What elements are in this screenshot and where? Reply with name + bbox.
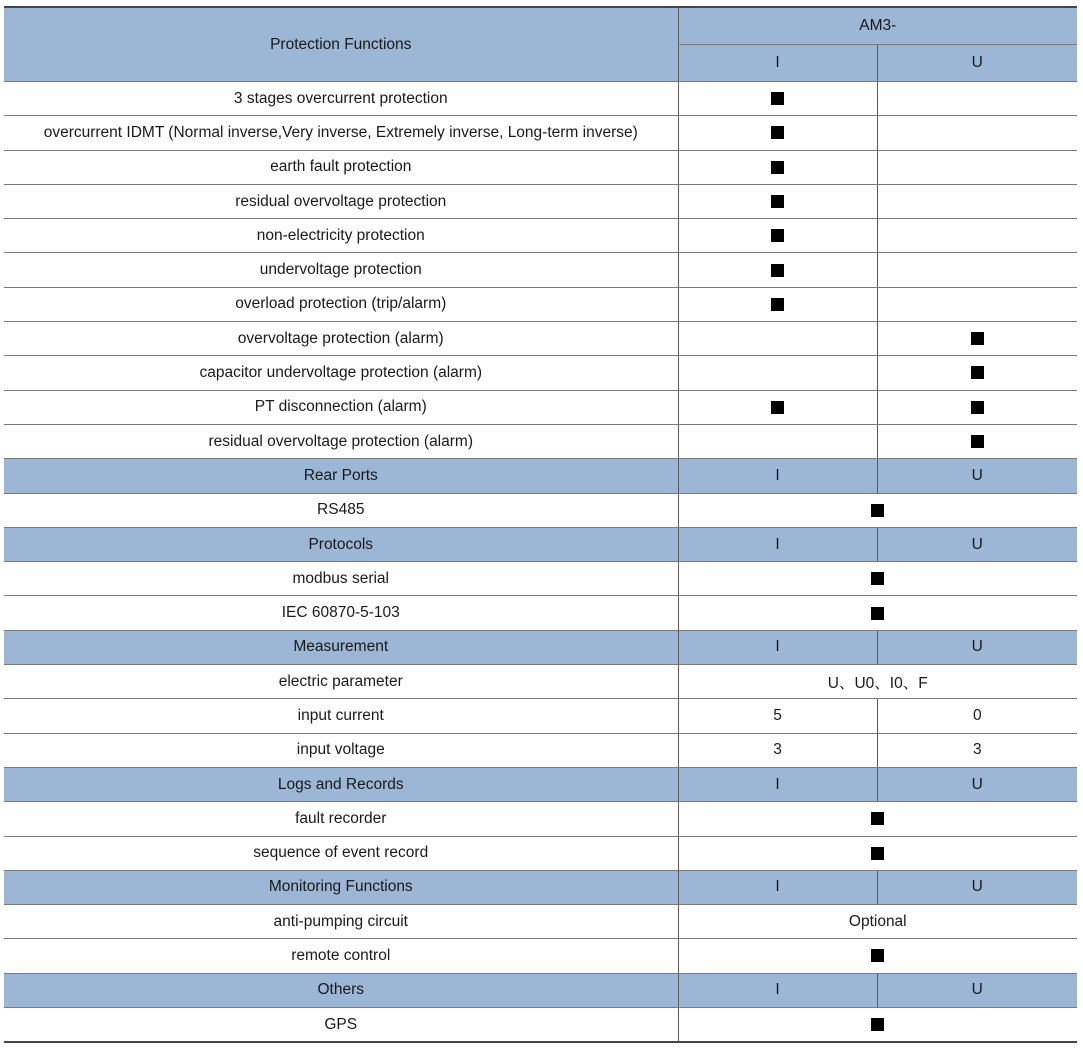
table-row (4, 733, 1077, 767)
merged-value-cell (678, 493, 1077, 527)
protection-row (4, 253, 1077, 287)
section-header-row (4, 527, 1077, 561)
model-i-cell (678, 287, 877, 321)
function-name: overvoltage protection (alarm) (4, 322, 678, 356)
model-header: AM3- (678, 7, 1077, 45)
check-mark-icon (871, 1018, 884, 1031)
protection-row (4, 184, 1077, 218)
section-col-u: U (877, 459, 1077, 493)
section-col-i: I (678, 767, 877, 801)
section-header-row (4, 973, 1077, 1007)
function-name: residual overvoltage protection (alarm) (4, 424, 678, 458)
function-name: input current (4, 699, 678, 733)
model-u-cell (877, 356, 1077, 390)
function-name: 3 stages overcurrent protection (4, 82, 678, 116)
model-u-cell (877, 82, 1077, 116)
section-col-u: U (877, 870, 1077, 904)
table-row (4, 1008, 1077, 1043)
function-name: undervoltage protection (4, 253, 678, 287)
section-col-i: I (678, 630, 877, 664)
model-u-cell (877, 116, 1077, 150)
table-row (4, 493, 1077, 527)
check-mark-icon (971, 366, 984, 379)
table-row (4, 939, 1077, 973)
table-row (4, 802, 1077, 836)
check-mark-icon (971, 435, 984, 448)
section-title: Rear Ports (4, 459, 678, 493)
check-mark-icon (771, 161, 784, 174)
function-name: electric parameter (4, 665, 678, 699)
col-i-header: I (678, 45, 877, 82)
check-mark-icon (971, 401, 984, 414)
function-table-body (4, 7, 1077, 1042)
function-name: anti-pumping circuit (4, 905, 678, 939)
protection-row (4, 150, 1077, 184)
table-row (4, 905, 1077, 939)
table-row (4, 562, 1077, 596)
model-u-cell (877, 287, 1077, 321)
function-name: overcurrent IDMT (Normal inverse,Very inverse, Extremely inverse, Long-term inverse) (4, 116, 678, 150)
model-i-cell (678, 356, 877, 390)
section-col-i: I (678, 973, 877, 1007)
section-title: Logs and Records (4, 767, 678, 801)
model-u-cell (877, 150, 1077, 184)
protection-row (4, 390, 1077, 424)
function-name: modbus serial (4, 562, 678, 596)
protection-row (4, 219, 1077, 253)
section-title: Others (4, 973, 678, 1007)
merged-value-cell (678, 802, 1077, 836)
check-mark-icon (771, 126, 784, 139)
check-mark-icon (871, 504, 884, 517)
model-u-cell (877, 253, 1077, 287)
model-i-cell (678, 322, 877, 356)
model-i-cell (678, 82, 877, 116)
table-header-row (4, 7, 1077, 45)
col-u-header: U (877, 45, 1077, 82)
model-i-cell (678, 184, 877, 218)
function-name: non-electricity protection (4, 219, 678, 253)
model-u-value: 0 (877, 699, 1077, 733)
table-row (4, 836, 1077, 870)
table-row (4, 596, 1077, 630)
model-i-cell (678, 424, 877, 458)
model-i-cell (678, 253, 877, 287)
function-name: fault recorder (4, 802, 678, 836)
merged-value-cell: U、U0、I0、F (678, 665, 1077, 699)
function-name: IEC 60870-5-103 (4, 596, 678, 630)
function-table (4, 6, 1077, 1043)
section-col-i: I (678, 870, 877, 904)
model-u-cell (877, 184, 1077, 218)
function-name: residual overvoltage protection (4, 184, 678, 218)
function-name: GPS (4, 1008, 678, 1043)
protection-row (4, 116, 1077, 150)
model-i-cell (678, 219, 877, 253)
model-i-value: 3 (678, 733, 877, 767)
function-name: capacitor undervoltage protection (alarm) (4, 356, 678, 390)
function-name: RS485 (4, 493, 678, 527)
section-title: Measurement (4, 630, 678, 664)
model-u-cell (877, 322, 1077, 356)
section-title: Protocols (4, 527, 678, 561)
check-mark-icon (871, 847, 884, 860)
check-mark-icon (971, 332, 984, 345)
model-i-cell (678, 150, 877, 184)
section-col-u: U (877, 973, 1077, 1007)
protection-functions-header: Protection Functions (4, 7, 678, 82)
merged-value-cell: Optional (678, 905, 1077, 939)
check-mark-icon (771, 195, 784, 208)
merged-value-cell (678, 939, 1077, 973)
merged-value-cell (678, 562, 1077, 596)
function-name: overload protection (trip/alarm) (4, 287, 678, 321)
model-u-cell (877, 390, 1077, 424)
model-i-cell (678, 116, 877, 150)
function-name: remote control (4, 939, 678, 973)
section-title: Monitoring Functions (4, 870, 678, 904)
check-mark-icon (771, 264, 784, 277)
merged-value-cell (678, 596, 1077, 630)
check-mark-icon (771, 298, 784, 311)
merged-value-cell (678, 1008, 1077, 1043)
protection-row (4, 82, 1077, 116)
check-mark-icon (771, 92, 784, 105)
table-row (4, 699, 1077, 733)
check-mark-icon (771, 401, 784, 414)
check-mark-icon (871, 812, 884, 825)
check-mark-icon (871, 607, 884, 620)
protection-row (4, 322, 1077, 356)
table-row (4, 665, 1077, 699)
function-name: PT disconnection (alarm) (4, 390, 678, 424)
check-mark-icon (871, 949, 884, 962)
section-col-u: U (877, 630, 1077, 664)
section-header-row (4, 459, 1077, 493)
section-col-u: U (877, 527, 1077, 561)
section-header-row (4, 767, 1077, 801)
function-name: earth fault protection (4, 150, 678, 184)
section-col-u: U (877, 767, 1077, 801)
protection-row (4, 424, 1077, 458)
model-i-value: 5 (678, 699, 877, 733)
model-u-cell (877, 219, 1077, 253)
protection-row (4, 287, 1077, 321)
check-mark-icon (871, 572, 884, 585)
section-header-row (4, 630, 1077, 664)
check-mark-icon (771, 229, 784, 242)
model-i-cell (678, 390, 877, 424)
protection-row (4, 356, 1077, 390)
function-name: sequence of event record (4, 836, 678, 870)
section-col-i: I (678, 527, 877, 561)
section-header-row (4, 870, 1077, 904)
section-col-i: I (678, 459, 877, 493)
merged-value-cell (678, 836, 1077, 870)
model-u-cell (877, 424, 1077, 458)
model-u-value: 3 (877, 733, 1077, 767)
function-name: input voltage (4, 733, 678, 767)
